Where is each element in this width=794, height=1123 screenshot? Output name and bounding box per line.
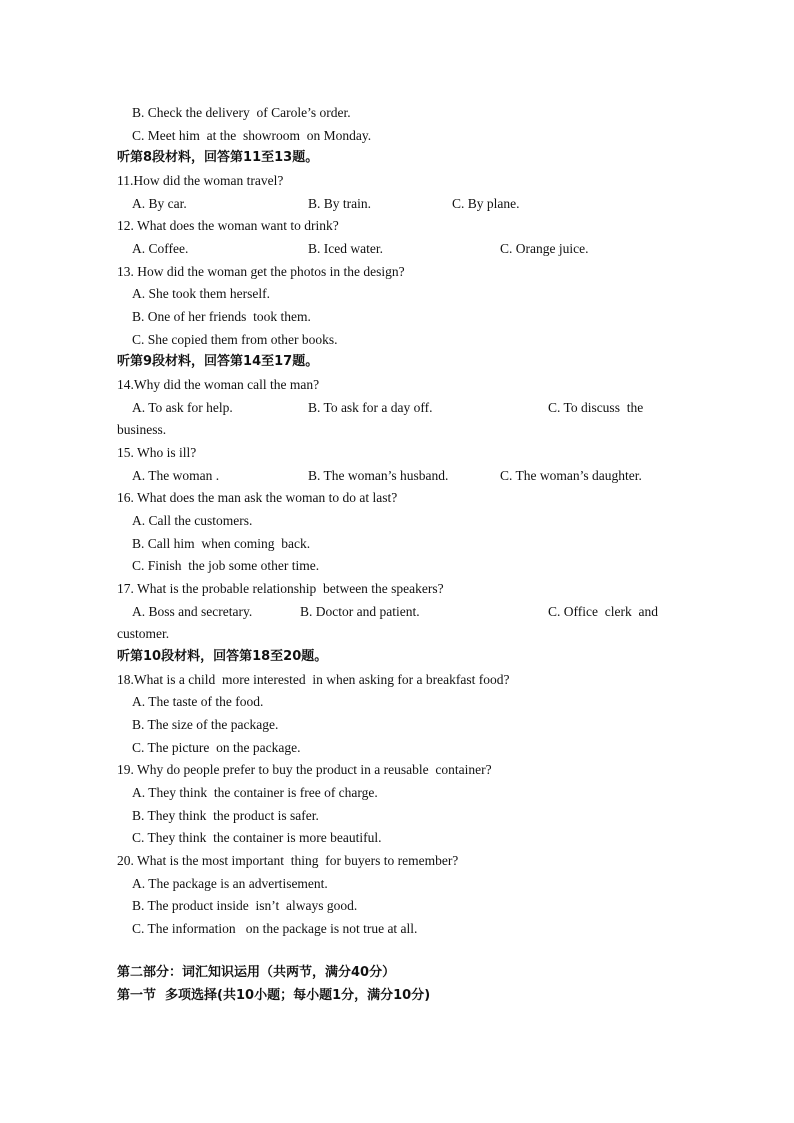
q19-option-b: B. They think the product is safer. bbox=[132, 808, 319, 823]
q12-stem: 12. What does the woman want to drink? bbox=[117, 218, 339, 233]
q20-option-c: C. The information on the package is not true at all. bbox=[132, 921, 418, 936]
q11-stem: 11.How did the woman travel? bbox=[117, 173, 284, 188]
q14-option-b: B. To ask for a day off. bbox=[308, 400, 433, 415]
q15-stem: 15. Who is ill? bbox=[117, 445, 197, 460]
q18-option-a: A. The taste of the food. bbox=[132, 694, 264, 709]
q19-option-c: C. They think the container is more beautiful. bbox=[132, 830, 382, 845]
q15-option-a: A. The woman . bbox=[132, 468, 220, 483]
q18-option-b: B. The size of the package. bbox=[132, 717, 279, 732]
q13-option-c: C. She copied them from other books. bbox=[132, 332, 338, 347]
q19-stem: 19. Why do people prefer to buy the product in a reusable container? bbox=[117, 762, 492, 777]
q10-option-b: B. Check the delivery of Carole’s order. bbox=[132, 105, 351, 120]
q17-stem: 17. What is the probable relationship between the speakers? bbox=[117, 581, 444, 596]
q18-option-c: C. The picture on the package. bbox=[132, 740, 301, 755]
q18-stem: 18.What is a child more interested in when asking for a breakfast food? bbox=[117, 672, 510, 687]
section-10-heading: 听第10段材料，回答第18至20题。 bbox=[117, 649, 328, 664]
q17-option-c: C. Office clerk and bbox=[548, 604, 658, 619]
q16-option-a: A. Call the customers. bbox=[132, 513, 253, 528]
q15-option-b: B. The woman’s husband. bbox=[308, 468, 449, 483]
q12-option-a: A. Coffee. bbox=[132, 241, 189, 256]
q20-option-b: B. The product inside isn’t always good. bbox=[132, 898, 358, 913]
q13-option-a: A. She took them herself. bbox=[132, 286, 270, 301]
q11-option-b: B. By train. bbox=[308, 196, 371, 211]
q11-option-a: A. By car. bbox=[132, 196, 187, 211]
q16-option-c: C. Finish the job some other time. bbox=[132, 558, 320, 573]
section-9-heading: 听第9段材料，回答第14至17题。 bbox=[117, 354, 319, 369]
q17-option-c-continued: customer. bbox=[117, 626, 170, 641]
part-2-section-1-title: 第一节 多项选择(共10小题；每小题1分，满分10分) bbox=[117, 988, 431, 1003]
q16-stem: 16. What does the man ask the woman to do at last? bbox=[117, 490, 398, 505]
q11-option-c: C. By plane. bbox=[452, 196, 520, 211]
q12-option-c: C. Orange juice. bbox=[500, 241, 589, 256]
part-2-title: 第二部分：词汇知识运用（共两节，满分40分） bbox=[117, 965, 396, 980]
q17-option-b: B. Doctor and patient. bbox=[300, 604, 420, 619]
q14-stem: 14.Why did the woman call the man? bbox=[117, 377, 320, 392]
q14-option-c-continued: business. bbox=[117, 422, 167, 437]
q19-option-a: A. They think the container is free of charge. bbox=[132, 785, 378, 800]
q13-stem: 13. How did the woman get the photos in the design? bbox=[117, 264, 405, 279]
q12-option-b: B. Iced water. bbox=[308, 241, 383, 256]
q16-option-b: B. Call him when coming back. bbox=[132, 536, 311, 551]
q15-option-c: C. The woman’s daughter. bbox=[500, 468, 642, 483]
q13-option-b: B. One of her friends took them. bbox=[132, 309, 311, 324]
section-8-heading: 听第8段材料，回答第11至13题。 bbox=[117, 150, 319, 165]
q14-option-a: A. To ask for help. bbox=[132, 400, 233, 415]
q10-option-c: C. Meet him at the showroom on Monday. bbox=[132, 128, 372, 143]
q14-option-c: C. To discuss the bbox=[548, 400, 644, 415]
q20-option-a: A. The package is an advertisement. bbox=[132, 876, 328, 891]
q20-stem: 20. What is the most important thing for buyers to remember? bbox=[117, 853, 459, 868]
q17-option-a: A. Boss and secretary. bbox=[132, 604, 253, 619]
